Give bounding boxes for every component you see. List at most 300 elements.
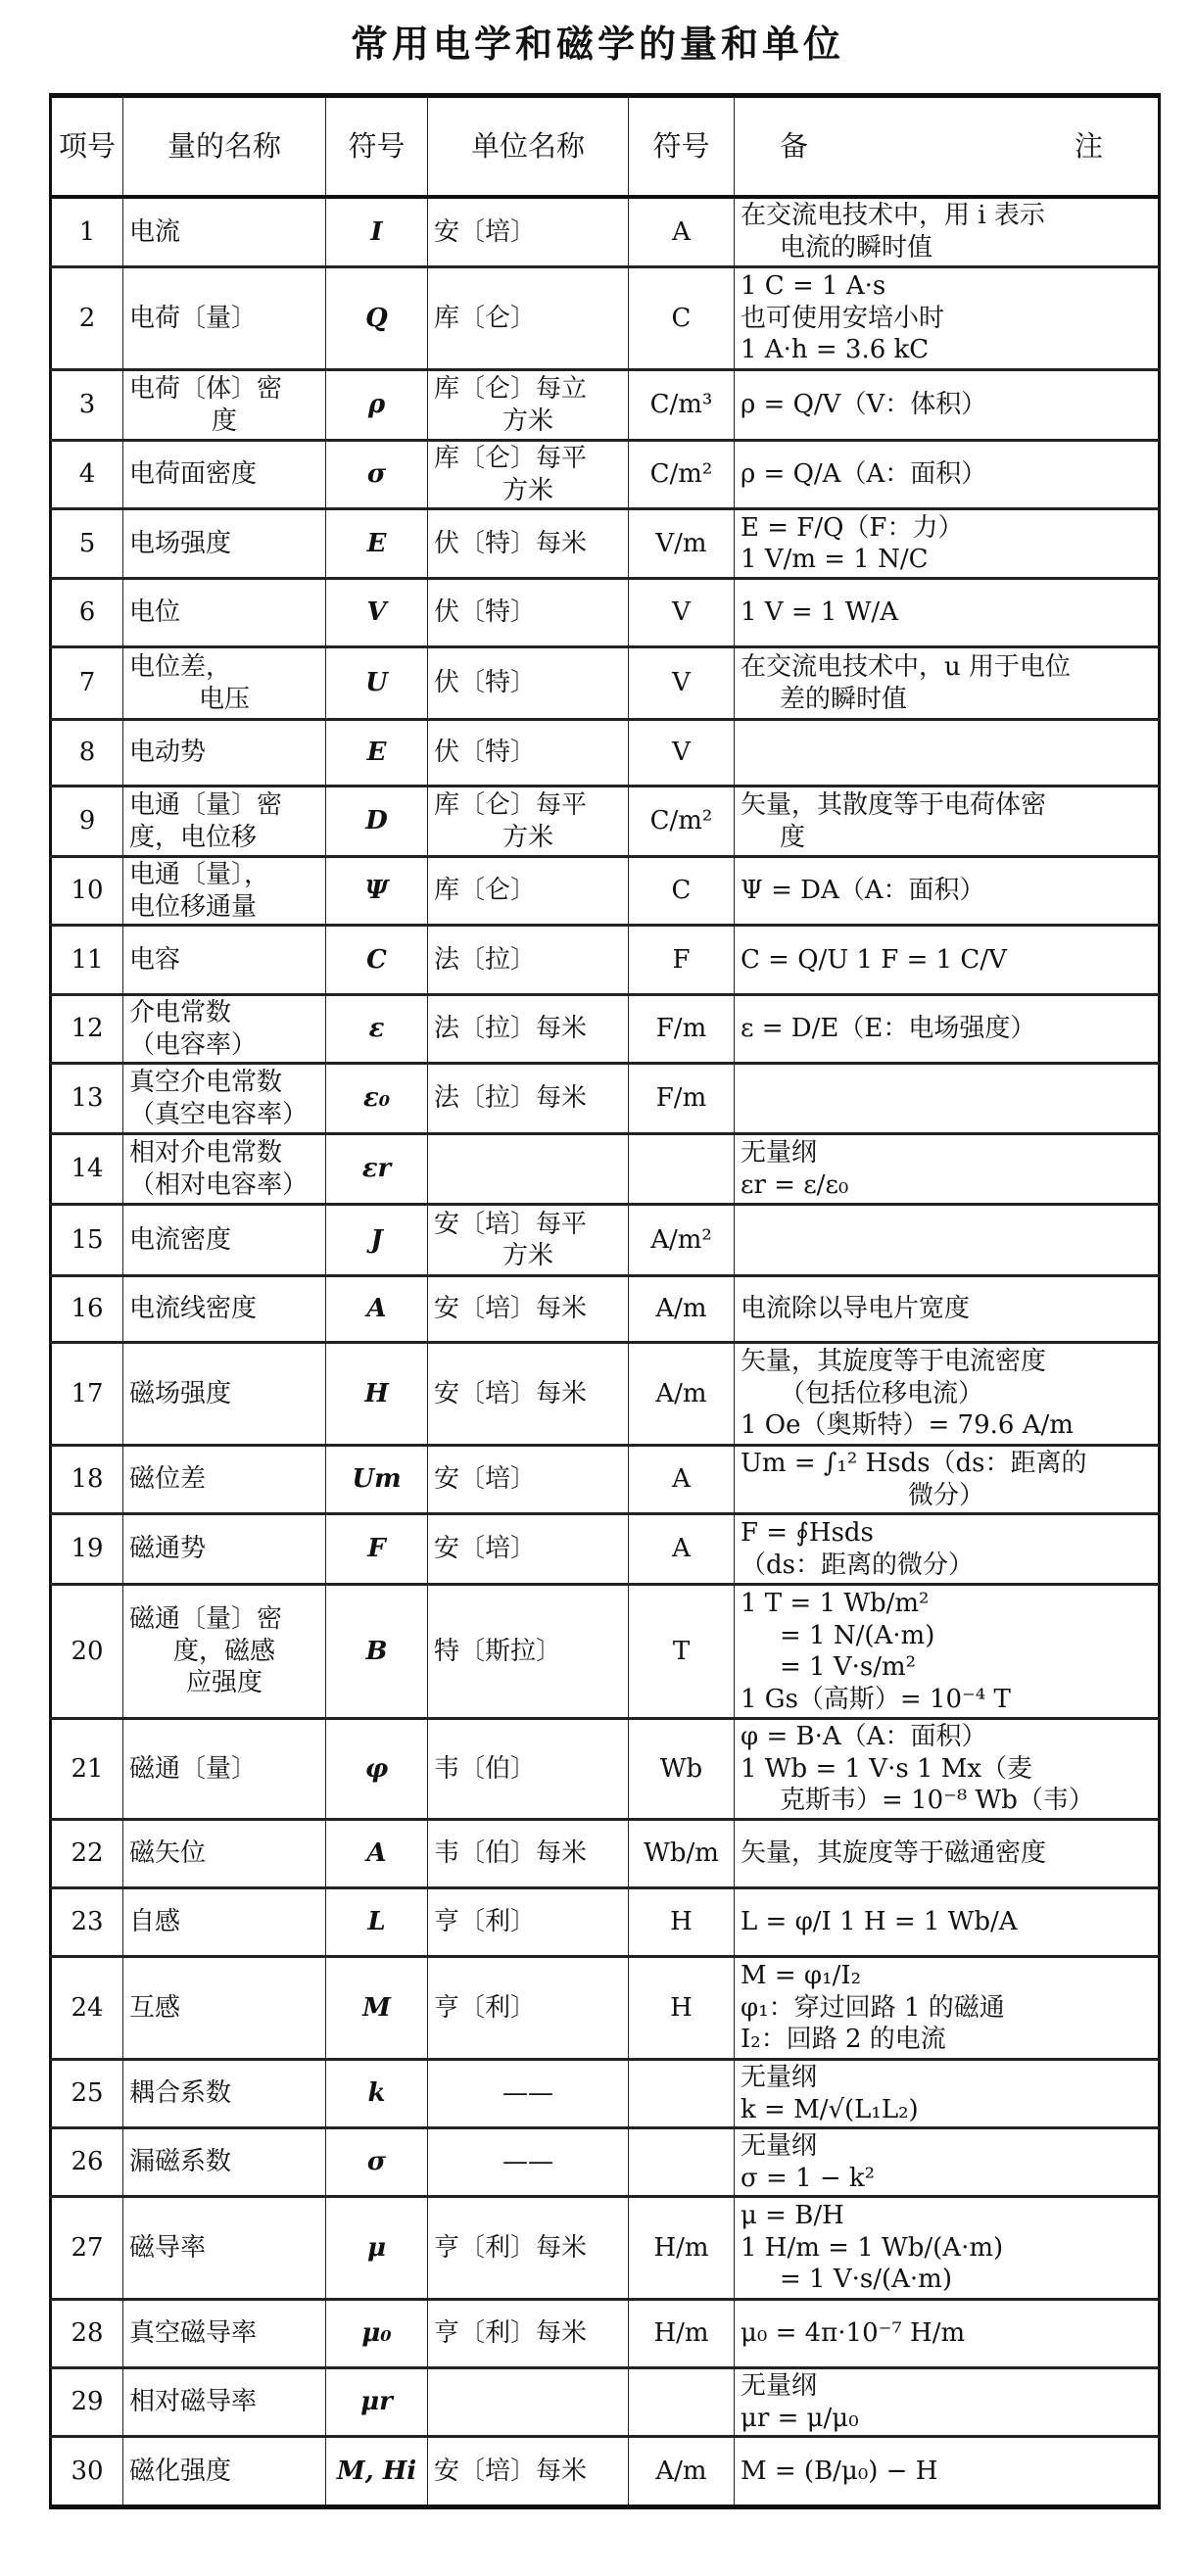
quantity-name xyxy=(123,787,326,857)
item-number: 29 xyxy=(51,2368,123,2437)
quantity-name xyxy=(123,2128,326,2197)
unit-name xyxy=(428,197,629,267)
unit-symbol: F/m xyxy=(629,1064,735,1134)
quantity-symbol: E xyxy=(326,509,428,579)
quantity-name-line: 相对磁导率 xyxy=(129,2387,258,2417)
quantity-name xyxy=(123,1514,326,1585)
quantity-symbol: I xyxy=(326,197,428,267)
table-row xyxy=(51,2368,1160,2437)
table-row xyxy=(51,647,1160,720)
quantity-symbol: U xyxy=(326,647,428,720)
item-number: 17 xyxy=(51,1343,123,1446)
quantity-name xyxy=(123,720,326,787)
remark-line: μ = B/H xyxy=(741,2201,844,2231)
unit-symbol: C xyxy=(629,857,735,926)
remark-line: 差的瞬时值 xyxy=(780,684,908,714)
unit-symbol: H xyxy=(629,1957,735,2060)
table-row xyxy=(51,1820,1160,1888)
quantity-symbol: V xyxy=(326,579,428,647)
unit-name xyxy=(428,2437,629,2507)
quantity-name xyxy=(123,1205,326,1276)
unit-name xyxy=(428,2368,629,2437)
unit-name xyxy=(428,1064,629,1134)
unit-name-line: 亨〔利〕 xyxy=(434,1992,537,2023)
remark-line: k = M/√(L₁L₂) xyxy=(741,2094,919,2124)
quantity-name xyxy=(123,995,326,1064)
quantity-name xyxy=(123,1957,326,2060)
unit-name xyxy=(428,1134,629,1205)
table-row xyxy=(51,720,1160,787)
unit-symbol xyxy=(629,2128,735,2197)
quantity-name-line: 电荷〔体〕密 xyxy=(129,374,283,404)
quantity-symbol: M, Hi xyxy=(326,2437,428,2507)
quantity-name-line: 电位 xyxy=(129,597,181,628)
table-row xyxy=(51,1888,1160,1957)
remark xyxy=(735,720,1160,787)
quantity-name xyxy=(123,2300,326,2368)
header-row xyxy=(51,96,1160,197)
quantity-name-line: 互感 xyxy=(129,1992,181,2023)
quantity-name xyxy=(123,1719,326,1820)
header-remarks-left: 备 xyxy=(780,129,809,164)
quantity-symbol: φ xyxy=(326,1719,428,1820)
unit-symbol: C/m² xyxy=(629,787,735,857)
remark xyxy=(735,441,1160,509)
quantity-symbol: ε xyxy=(326,995,428,1064)
quantity-symbol: εr xyxy=(326,1134,428,1205)
unit-symbol: Wb xyxy=(629,1719,735,1820)
unit-name-line: 安〔培〕每米 xyxy=(434,1294,588,1324)
quantity-name-line: 度，磁感 xyxy=(172,1636,275,1666)
remark-line: 1 V/m = 1 N/C xyxy=(741,545,929,574)
unit-symbol: V xyxy=(629,720,735,787)
unit-symbol: A xyxy=(629,1514,735,1585)
quantity-name-line: 磁通〔量〕密 xyxy=(129,1604,283,1635)
quantity-name xyxy=(123,1064,326,1134)
unit-name xyxy=(428,1957,629,2060)
quantity-name xyxy=(123,2437,326,2507)
unit-name-line: 伏〔特〕每米 xyxy=(434,528,588,558)
table-row xyxy=(51,2128,1160,2197)
quantity-name xyxy=(123,1585,326,1719)
quantity-symbol: L xyxy=(326,1888,428,1957)
remark xyxy=(735,1343,1160,1446)
table-row xyxy=(51,267,1160,370)
quantity-symbol: k xyxy=(326,2060,428,2128)
quantity-symbol: H xyxy=(326,1343,428,1446)
unit-symbol: V/m xyxy=(629,509,735,579)
unit-name-line: 库〔仑〕每立 xyxy=(434,374,588,404)
remark-line: 1 H/m = 1 Wb/(A·m) xyxy=(741,2232,1004,2263)
unit-name-line: 伏〔特〕 xyxy=(434,597,537,628)
quantity-name-line: 真空介电常数 xyxy=(129,1068,283,1097)
item-number: 8 xyxy=(51,720,123,787)
item-number: 26 xyxy=(51,2128,123,2197)
remark xyxy=(735,2197,1160,2300)
item-number: 18 xyxy=(51,1446,123,1514)
table-row xyxy=(51,1585,1160,1719)
remark xyxy=(735,2128,1160,2197)
unit-symbol xyxy=(629,1134,735,1205)
quantity-name xyxy=(123,1888,326,1957)
quantity-symbol: μ₀ xyxy=(326,2300,428,2368)
remark-line: 电流的瞬时值 xyxy=(780,232,933,262)
unit-symbol: H/m xyxy=(629,2300,735,2368)
quantity-symbol: M xyxy=(326,1957,428,2060)
quantity-symbol: μr xyxy=(326,2368,428,2437)
remark-line: 也可使用安培小时 xyxy=(741,303,945,333)
remark-line: L = φ/I 1 H = 1 Wb/A xyxy=(741,1907,1018,1937)
remark-line: （ds：距离的微分） xyxy=(741,1550,974,1580)
remark-line: = 1 N/(A·m) xyxy=(780,1620,935,1650)
quantity-name-line: 度，电位移 xyxy=(129,822,258,852)
remark-line: 矢量，其旋度等于磁通密度 xyxy=(741,1838,1047,1869)
remark xyxy=(735,857,1160,926)
unit-name xyxy=(428,1446,629,1514)
unit-name xyxy=(428,2197,629,2300)
item-number: 7 xyxy=(51,647,123,720)
quantity-name-line: 相对介电常数 xyxy=(129,1138,283,1168)
item-number: 21 xyxy=(51,1719,123,1820)
unit-name xyxy=(428,441,629,509)
quantity-name-line: （相对电容率） xyxy=(129,1169,309,1200)
item-number: 14 xyxy=(51,1134,123,1205)
unit-name xyxy=(428,1343,629,1446)
item-number: 9 xyxy=(51,787,123,857)
quantity-name-line: 电流密度 xyxy=(129,1224,232,1255)
quantity-name-line: 电场强度 xyxy=(129,528,232,558)
remark-line: 1 V = 1 W/A xyxy=(741,597,898,628)
unit-symbol: A/m xyxy=(629,1276,735,1343)
item-number: 16 xyxy=(51,1276,123,1343)
quantity-name-line: 电压 xyxy=(198,684,250,714)
remark-line: 1 T = 1 Wb/m² xyxy=(741,1589,930,1618)
remark xyxy=(735,2368,1160,2437)
header-remarks-right: 注 xyxy=(1074,129,1103,164)
remark-line: Ψ = DA（A：面积） xyxy=(741,876,985,906)
quantity-name xyxy=(123,197,326,267)
unit-name-line: 韦〔伯〕 xyxy=(434,1753,537,1784)
quantity-name-line: 自感 xyxy=(129,1907,181,1937)
remark-line: （包括位移电流） xyxy=(780,1378,984,1408)
remark xyxy=(735,579,1160,647)
unit-symbol: F/m xyxy=(629,995,735,1064)
remark-line: 无量纲 xyxy=(741,2371,818,2401)
quantity-name-line: 电通〔量〕密 xyxy=(129,790,283,820)
quantity-symbol: F xyxy=(326,1514,428,1585)
item-number: 30 xyxy=(51,2437,123,2507)
unit-name-line: 法〔拉〕每米 xyxy=(434,1083,588,1114)
unit-symbol: C xyxy=(629,267,735,370)
remark-line: C = Q/U 1 F = 1 C/V xyxy=(741,944,1007,975)
item-number: 1 xyxy=(51,197,123,267)
item-number: 23 xyxy=(51,1888,123,1957)
unit-name-line: 方米 xyxy=(502,405,553,436)
header-quantity-name: 量的名称 xyxy=(123,96,326,197)
remark-line: 无量纲 xyxy=(741,2131,818,2161)
table-row xyxy=(51,1719,1160,1820)
unit-symbol: A/m xyxy=(629,1343,735,1446)
unit-name-line: 安〔培〕每米 xyxy=(434,2456,588,2486)
quantity-name-line: 磁通势 xyxy=(129,1534,207,1564)
quantity-name xyxy=(123,509,326,579)
quantity-symbol: D xyxy=(326,787,428,857)
remark-line: φ = B·A（A：面积） xyxy=(741,1722,987,1752)
remark-line: 矢量，其散度等于电荷体密 xyxy=(741,790,1047,820)
remark-line: = 1 V·s/m² xyxy=(780,1652,917,1682)
quantity-name-line: 磁通〔量〕 xyxy=(129,1753,258,1784)
unit-name xyxy=(428,1888,629,1957)
unit-name-line: 安〔培〕每平 xyxy=(434,1209,588,1239)
unit-name xyxy=(428,579,629,647)
unit-name xyxy=(428,2128,629,2197)
table-row xyxy=(51,995,1160,1064)
unit-name xyxy=(428,2300,629,2368)
quantity-name xyxy=(123,370,326,441)
quantity-symbol: Q xyxy=(326,267,428,370)
quantity-name xyxy=(123,579,326,647)
item-number: 5 xyxy=(51,509,123,579)
quantity-name xyxy=(123,267,326,370)
table-row xyxy=(51,197,1160,267)
remark-line: σ = 1 − k² xyxy=(741,2163,876,2193)
quantity-name-line: 磁矢位 xyxy=(129,1838,207,1869)
table-row xyxy=(51,370,1160,441)
quantity-name-line: 电位移通量 xyxy=(129,891,258,922)
page-title: 常用电学和磁学的量和单位 xyxy=(350,23,844,66)
quantity-symbol: J xyxy=(326,1205,428,1276)
quantity-symbol: Ψ xyxy=(326,857,428,926)
item-number: 20 xyxy=(51,1585,123,1719)
table-row xyxy=(51,926,1160,995)
quantity-name xyxy=(123,647,326,720)
remark xyxy=(735,2437,1160,2507)
table-row xyxy=(51,1957,1160,2060)
unit-name xyxy=(428,370,629,441)
unit-name-line: 方米 xyxy=(502,822,553,852)
quantity-symbol: A xyxy=(326,1820,428,1888)
table-row xyxy=(51,1514,1160,1585)
remark xyxy=(735,1276,1160,1343)
item-number: 24 xyxy=(51,1957,123,2060)
remark-line: 无量纲 xyxy=(741,2063,818,2092)
unit-name-line: 亨〔利〕每米 xyxy=(434,2318,588,2349)
item-number: 3 xyxy=(51,370,123,441)
header-unit-name: 单位名称 xyxy=(428,96,629,197)
unit-name-line: 伏〔特〕 xyxy=(434,738,537,768)
remark-line: I₂：回路 2 的电流 xyxy=(741,2025,946,2055)
item-number: 11 xyxy=(51,926,123,995)
quantity-name-line: 电流线密度 xyxy=(129,1294,258,1324)
unit-name xyxy=(428,2060,629,2128)
unit-name-line: 方米 xyxy=(502,1241,553,1270)
quantity-symbol: σ xyxy=(326,441,428,509)
quantity-name-line: 漏磁系数 xyxy=(129,2147,232,2177)
unit-name xyxy=(428,1719,629,1820)
table-row xyxy=(51,1134,1160,1205)
unit-symbol xyxy=(629,2060,735,2128)
quantity-symbol: E xyxy=(326,720,428,787)
remark-line: Um = ∫₁² Hsds（ds：距离的 xyxy=(741,1449,1087,1478)
unit-symbol: A/m² xyxy=(629,1205,735,1276)
quantity-name-line: 磁化强度 xyxy=(129,2456,232,2486)
quantity-name xyxy=(123,926,326,995)
unit-name-line: 库〔仑〕每平 xyxy=(434,444,588,473)
item-number: 6 xyxy=(51,579,123,647)
quantity-symbol: μ xyxy=(326,2197,428,2300)
table-row xyxy=(51,441,1160,509)
unit-name xyxy=(428,857,629,926)
remark-line: μ₀ = 4π·10⁻⁷ H/m xyxy=(741,2318,966,2349)
item-number: 2 xyxy=(51,267,123,370)
remark-line: ε = D/E（E：电场强度） xyxy=(741,1014,1036,1044)
remark xyxy=(735,2060,1160,2128)
unit-name xyxy=(428,267,629,370)
item-number: 4 xyxy=(51,441,123,509)
quantity-symbol: ρ xyxy=(326,370,428,441)
quantity-symbol: A xyxy=(326,1276,428,1343)
unit-symbol: V xyxy=(629,647,735,720)
quantity-name-line: 电流 xyxy=(129,216,181,247)
quantity-name-line: 电位差， xyxy=(129,652,232,682)
quantity-name-line: 电通〔量〕， xyxy=(129,860,270,889)
quantity-symbol: ε₀ xyxy=(326,1064,428,1134)
remark xyxy=(735,1205,1160,1276)
quantity-symbol: Um xyxy=(326,1446,428,1514)
item-number: 10 xyxy=(51,857,123,926)
unit-name-line: 法〔拉〕每米 xyxy=(434,1014,588,1044)
unit-name-line: 特〔斯拉〕 xyxy=(434,1636,562,1666)
remark xyxy=(735,787,1160,857)
unit-name xyxy=(428,926,629,995)
unit-name xyxy=(428,1514,629,1585)
quantity-name xyxy=(123,1134,326,1205)
remark-line: 微分） xyxy=(907,1480,984,1510)
unit-name xyxy=(428,509,629,579)
table-row xyxy=(51,857,1160,926)
unit-name-line: 库〔仑〕每平 xyxy=(434,790,588,820)
item-number: 19 xyxy=(51,1514,123,1585)
unit-symbol: A xyxy=(629,1446,735,1514)
table-row xyxy=(51,1343,1160,1446)
remark xyxy=(735,1446,1160,1514)
remark xyxy=(735,1719,1160,1820)
quantity-name xyxy=(123,1276,326,1343)
quantity-name-line: 电容 xyxy=(129,944,181,975)
unit-name xyxy=(428,995,629,1064)
item-number: 12 xyxy=(51,995,123,1064)
remark xyxy=(735,926,1160,995)
remark-line: 1 Wb = 1 V·s 1 Mx（麦 xyxy=(741,1753,1033,1784)
unit-symbol xyxy=(629,2368,735,2437)
unit-symbol: A/m xyxy=(629,2437,735,2507)
unit-symbol: F xyxy=(629,926,735,995)
remark-line: 在交流电技术中，u 用于电位 xyxy=(741,652,1072,682)
remark-line: ρ = Q/A（A：面积） xyxy=(741,459,987,490)
remark-line: E = F/Q（F：力） xyxy=(741,512,964,543)
quantity-name-line: 度 xyxy=(211,405,237,436)
table-row xyxy=(51,787,1160,857)
remark-line: φ₁：穿过回路 1 的磁通 xyxy=(741,1992,1005,2023)
table-body xyxy=(51,197,1160,2507)
unit-name-line: —— xyxy=(502,2078,553,2109)
remark-line: 1 Gs（高斯）= 10⁻⁴ T xyxy=(741,1684,1011,1714)
quantity-name-line: （真空电容率） xyxy=(129,1099,309,1129)
quantity-name-line: 介电常数 xyxy=(129,998,232,1027)
unit-name-line: —— xyxy=(502,2147,553,2177)
unit-name xyxy=(428,1585,629,1719)
quantity-symbol: σ xyxy=(326,2128,428,2197)
unit-name-line: 亨〔利〕 xyxy=(434,1907,537,1937)
remark xyxy=(735,267,1160,370)
remark-line: 1 C = 1 A·s xyxy=(741,271,886,302)
header-unit-symbol: 符号 xyxy=(629,96,735,197)
unit-symbol: H xyxy=(629,1888,735,1957)
remark-line: μr = μ/μ₀ xyxy=(741,2403,859,2433)
remark xyxy=(735,2300,1160,2368)
table-row xyxy=(51,579,1160,647)
units-table xyxy=(49,93,1161,2509)
quantity-name-line: 电动势 xyxy=(129,738,207,768)
remark-line: 在交流电技术中，用 i 表示 xyxy=(741,201,1045,231)
item-number: 28 xyxy=(51,2300,123,2368)
item-number: 15 xyxy=(51,1205,123,1276)
unit-name-line: 库〔仑〕 xyxy=(434,303,537,333)
quantity-symbol: C xyxy=(326,926,428,995)
remark xyxy=(735,197,1160,267)
quantity-name-line: 真空磁导率 xyxy=(129,2318,258,2349)
unit-name-line: 库〔仑〕 xyxy=(434,876,537,906)
unit-name-line: 安〔培〕 xyxy=(434,1464,537,1495)
remark xyxy=(735,995,1160,1064)
item-number: 13 xyxy=(51,1064,123,1134)
remark-line: 矢量，其旋度等于电流密度 xyxy=(741,1347,1047,1377)
unit-name-line: 方米 xyxy=(502,475,553,505)
unit-name xyxy=(428,1276,629,1343)
quantity-name xyxy=(123,1446,326,1514)
item-number: 22 xyxy=(51,1820,123,1888)
unit-symbol: A xyxy=(629,197,735,267)
remark xyxy=(735,1820,1160,1888)
unit-symbol: C/m³ xyxy=(629,370,735,441)
table-row xyxy=(51,2197,1160,2300)
header-symbol: 符号 xyxy=(326,96,428,197)
remark xyxy=(735,1064,1160,1134)
quantity-name xyxy=(123,1820,326,1888)
unit-name-line: 韦〔伯〕每米 xyxy=(434,1838,588,1869)
quantity-name-line: 应强度 xyxy=(185,1668,263,1698)
remark-line: ρ = Q/V（V：体积） xyxy=(741,390,987,420)
remark-line: = 1 V·s/(A·m) xyxy=(780,2265,952,2295)
unit-name xyxy=(428,1820,629,1888)
remark xyxy=(735,1134,1160,1205)
remark-line: M = φ₁/I₂ xyxy=(741,1961,862,1991)
remark-line: εr = ε/ε₀ xyxy=(741,1169,849,1200)
unit-symbol: T xyxy=(629,1585,735,1719)
quantity-symbol: B xyxy=(326,1585,428,1719)
unit-symbol: H/m xyxy=(629,2197,735,2300)
remark-line: 克斯韦）= 10⁻⁸ Wb（韦） xyxy=(780,1786,1094,1816)
unit-name-line: 亨〔利〕每米 xyxy=(434,2232,588,2263)
remark xyxy=(735,647,1160,720)
quantity-name-line: 磁导率 xyxy=(129,2232,207,2263)
header-remarks xyxy=(735,96,1160,197)
remark-line: F = ∮Hsds xyxy=(741,1518,874,1548)
unit-symbol: V xyxy=(629,579,735,647)
quantity-name-line: 磁场强度 xyxy=(129,1378,232,1408)
quantity-name xyxy=(123,2197,326,2300)
table-row xyxy=(51,2300,1160,2368)
